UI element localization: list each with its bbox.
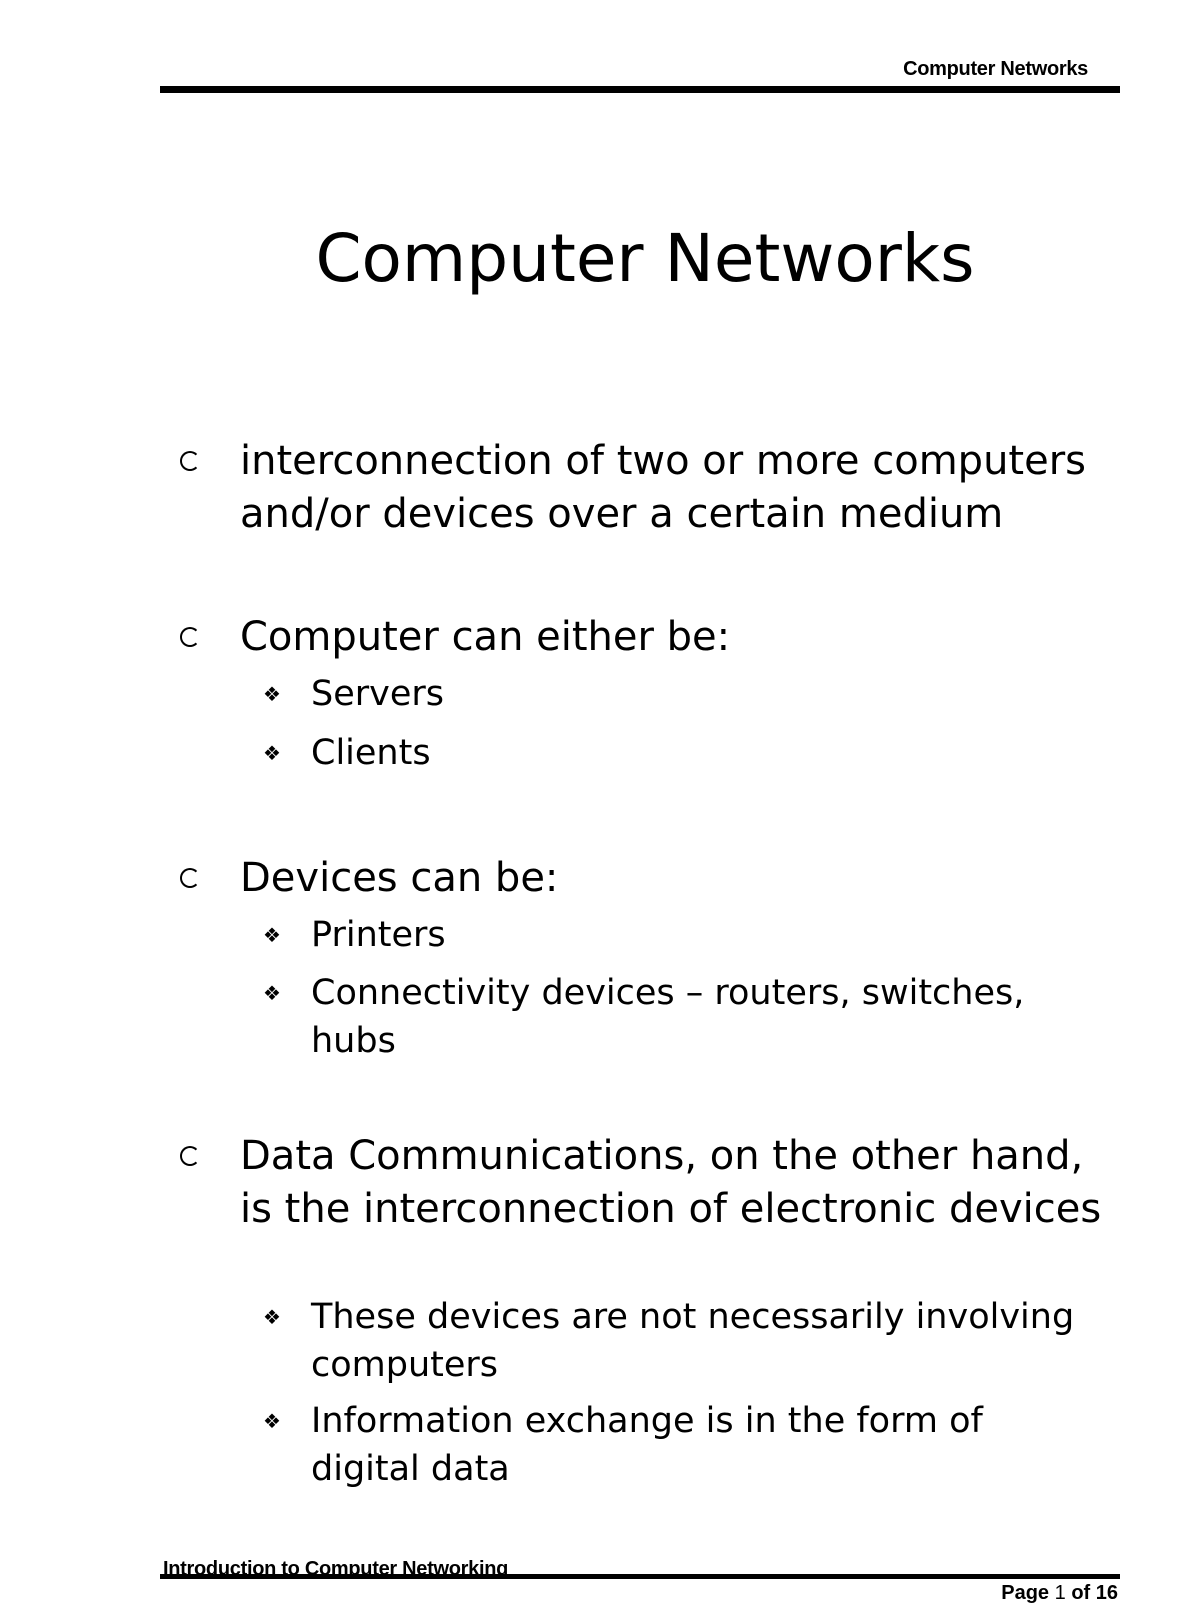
bullet-item xyxy=(240,435,1110,541)
bullet-text: Computer can either be: xyxy=(240,614,731,660)
bullet-text: Data Communications, on the other hand, is the interconnection of electronic devices xyxy=(240,1133,1102,1232)
diamond-bullet-icon: ❖ xyxy=(263,682,281,706)
sub-bullet-item xyxy=(263,729,1101,777)
sub-bullet-text: Servers xyxy=(311,674,445,714)
bullet-item xyxy=(240,852,1110,905)
sub-bullet-item xyxy=(263,969,1101,1065)
diamond-bullet-icon: ❖ xyxy=(263,981,281,1005)
sub-bullet-item xyxy=(263,911,1101,959)
sub-bullet-text: These devices are not necessarily involving computers xyxy=(311,1297,1075,1385)
sub-bullet-item xyxy=(263,1293,1101,1389)
sub-bullet-text: Connectivity devices – routers, switches, hubs xyxy=(311,973,1025,1061)
page-label: Page xyxy=(1001,1582,1050,1604)
diamond-bullet-icon: ❖ xyxy=(263,741,281,765)
diamond-bullet-icon: ❖ xyxy=(263,1409,281,1433)
bullet-item xyxy=(240,1130,1110,1236)
page-header-title: Computer Networks xyxy=(903,58,1088,80)
hollow-circle-bullet-icon xyxy=(180,451,200,471)
footer-page-indicator xyxy=(1001,1582,1118,1605)
page-total: of 16 xyxy=(1071,1582,1118,1604)
bullet-text: Devices can be: xyxy=(240,855,559,901)
document-title: Computer Networks xyxy=(315,220,975,297)
page-number: 1 xyxy=(1054,1582,1066,1604)
sub-bullet-text: Clients xyxy=(311,733,431,773)
hollow-circle-bullet-icon xyxy=(180,868,200,888)
hollow-circle-bullet-icon xyxy=(180,627,200,647)
diamond-bullet-icon: ❖ xyxy=(263,1305,281,1329)
sub-bullet-text: Printers xyxy=(311,915,446,955)
footer-document-name: Introduction to Computer Networking xyxy=(163,1558,509,1580)
diamond-bullet-icon: ❖ xyxy=(263,923,281,947)
sub-bullet-text: Information exchange is in the form of digital data xyxy=(311,1401,983,1489)
sub-bullet-item xyxy=(263,670,1101,718)
sub-bullet-item xyxy=(263,1397,1101,1493)
bullet-item xyxy=(240,611,1110,664)
hollow-circle-bullet-icon xyxy=(180,1146,200,1166)
bullet-text: interconnection of two or more computers and/or devices over a certain medium xyxy=(240,438,1086,537)
